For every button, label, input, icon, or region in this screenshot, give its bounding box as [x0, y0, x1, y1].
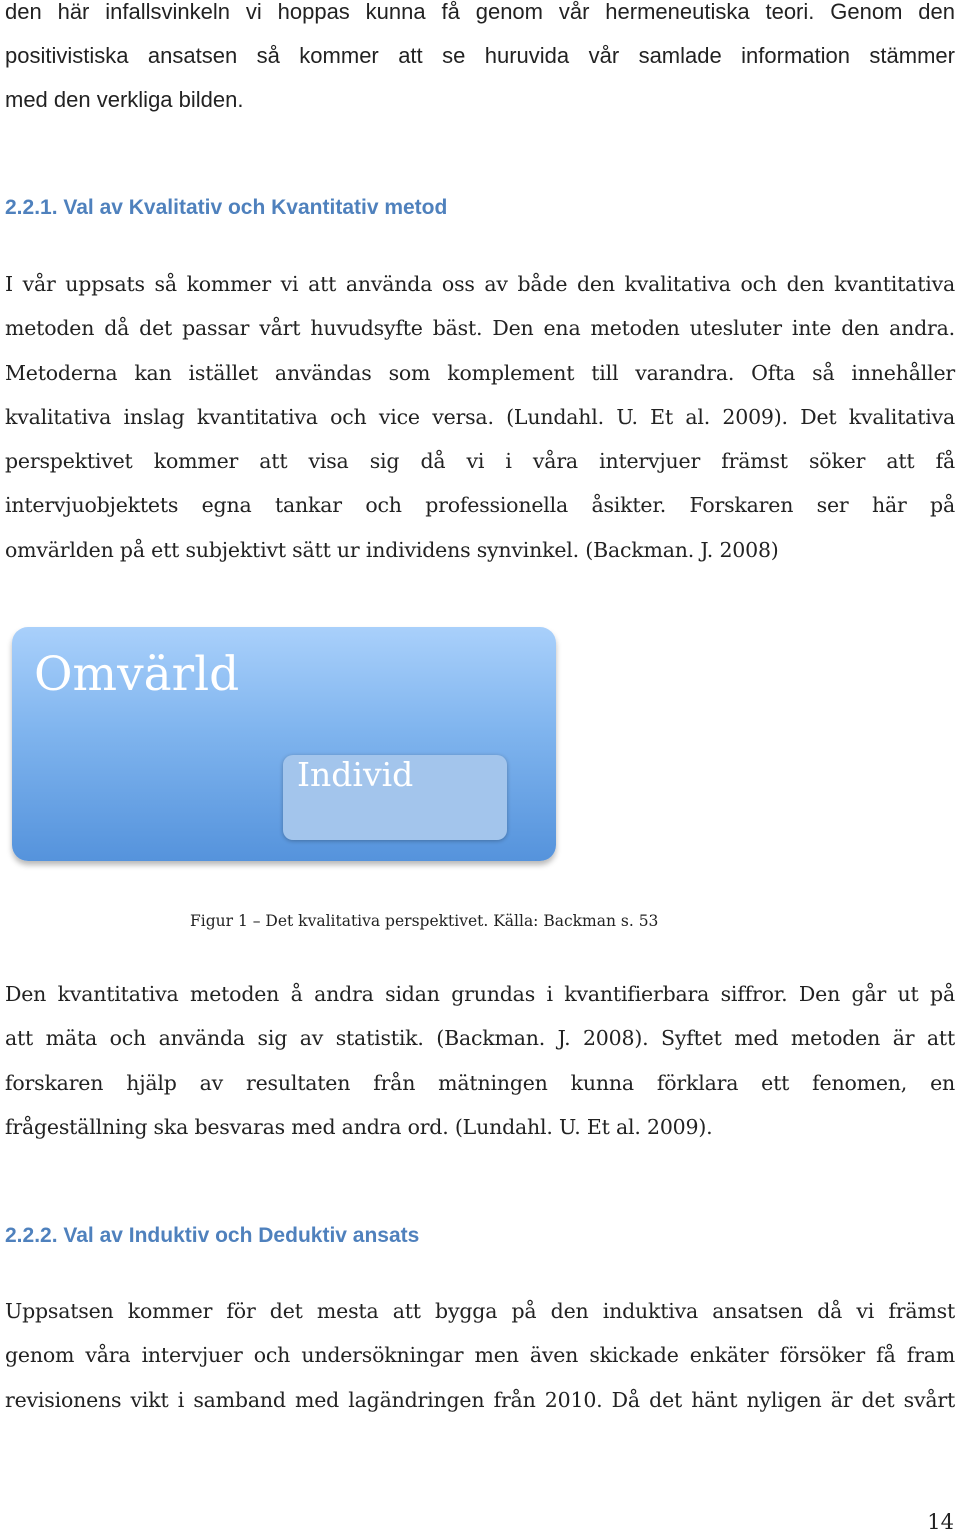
- world-individual-diagram: [12, 627, 556, 861]
- quantitative-paragraph: [5, 972, 955, 1149]
- intro-line-2: positivistiska ansatsen så kommer att se huruvida vår samlade information stämmer: [5, 43, 955, 68]
- figure-caption: Figur 1 – Det kvalitativa perspektivet. Källa: Backman s. 53: [190, 912, 659, 930]
- s221-line-3: Metoderna kan istället användas som komplement till varandra. Ofta så innehåller: [5, 360, 955, 385]
- intro-line-1: den här infallsvinkeln vi hoppas kunna få genom vår hermeneutiska teori. Genom den: [5, 0, 955, 24]
- s222-line-1: Uppsatsen kommer för det mesta att bygga på den induktiva ansatsen då vi främst: [5, 1299, 955, 1323]
- quant-line-3: forskaren hjälp av resultaten från mätningen kunna förklara ett fenomen, en: [5, 1070, 955, 1095]
- page-number: 14: [927, 1510, 954, 1534]
- intro-line-3: med den verkliga bilden.: [5, 87, 244, 112]
- s222-line-2: genom våra intervjuer och undersökningar men även skickade enkäter försöker få fram: [5, 1343, 955, 1368]
- individ-label: Individ: [297, 755, 414, 794]
- section-2-2-1-paragraph: [5, 262, 955, 572]
- section-2-2-2-paragraph: [5, 1289, 955, 1422]
- s221-line-6: intervjuobjektets egna tankar och professionella åsikter. Forskaren ser här på: [5, 493, 955, 518]
- s221-line-1: I vår uppsats så kommer vi att använda oss av både den kvalitativa och den kvantitativa: [5, 272, 955, 296]
- section-heading-2-2-1: 2.2.1. Val av Kvalitativ och Kvantitativ metod: [5, 196, 448, 219]
- s221-line-7: omvärlden på ett subjektivt sätt ur individens synvinkel. (Backman. J. 2008): [5, 537, 779, 562]
- intro-paragraph: [5, 0, 955, 122]
- quant-line-4: frågeställning ska besvaras med andra ord. (Lundahl. U. Et al. 2009).: [5, 1114, 713, 1139]
- omvarld-label: Omvärld: [34, 647, 240, 702]
- quant-line-2: att mäta och använda sig av statistik. (Backman. J. 2008). Syftet med metoden är att: [5, 1026, 955, 1051]
- individ-box: [283, 755, 507, 840]
- s221-line-4: kvalitativa inslag kvantitativa och vice versa. (Lundahl. U. Et al. 2009). Det kvalitativa: [5, 404, 955, 429]
- s221-line-2: metoden då det passar vårt huvudsyfte bäst. Den ena metoden utesluter inte den andra.: [5, 316, 955, 341]
- s222-line-3: revisionens vikt i samband med lagändringen från 2010. Då det hänt nyligen är det svårt: [5, 1387, 955, 1412]
- quant-line-1: Den kvantitativa metoden å andra sidan grundas i kvantifierbara siffror. Den går ut på: [5, 982, 955, 1006]
- s221-line-5: perspektivet kommer att visa sig då vi i våra intervjuer främst söker att få: [5, 449, 955, 474]
- section-heading-2-2-2: 2.2.2. Val av Induktiv och Deduktiv ansats: [5, 1224, 420, 1247]
